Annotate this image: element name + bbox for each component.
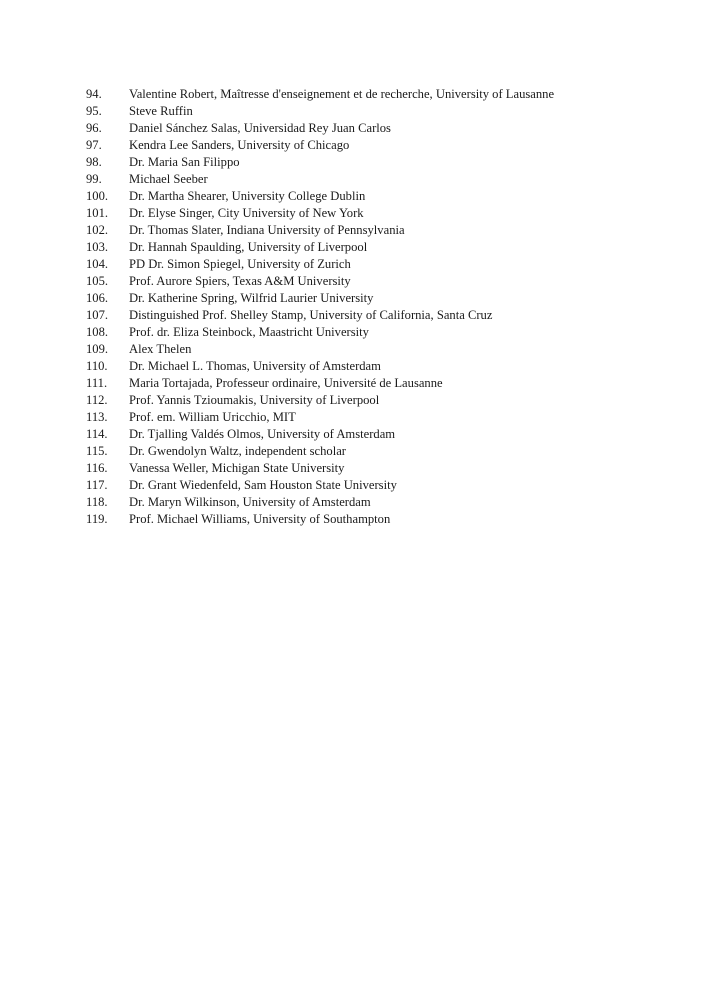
list-item-text: Dr. Elyse Singer, City University of New York: [129, 206, 364, 220]
list-item: [86, 171, 554, 188]
list-item-text: Dr. Tjalling Valdés Olmos, University of Amsterdam: [129, 427, 396, 441]
list-item-number: 112.: [86, 393, 108, 407]
list-item-number: 119.: [86, 512, 108, 526]
list-item: [86, 290, 554, 307]
list-item-number: 94.: [86, 87, 102, 101]
list-item: [86, 205, 554, 222]
list-item-number: 118.: [86, 495, 108, 509]
list-item-text: Dr. Michael L. Thomas, University of Amsterdam: [129, 359, 381, 373]
list-item-text: Michael Seeber: [129, 172, 208, 186]
list-item: [86, 222, 554, 239]
list-item-text: Dr. Maria San Filippo: [129, 155, 240, 169]
list-item-text: Dr. Gwendolyn Waltz, independent scholar: [129, 444, 346, 458]
list-item-text: Distinguished Prof. Shelley Stamp, University of California, Santa Cruz: [129, 308, 493, 322]
list-item: [86, 86, 554, 103]
list-item: [86, 307, 554, 324]
list-item-text: Prof. Aurore Spiers, Texas A&M University: [129, 274, 351, 288]
list-item: [86, 239, 554, 256]
list-item-text: Daniel Sánchez Salas, Universidad Rey Juan Carlos: [129, 121, 391, 135]
list-item-number: 107.: [86, 308, 109, 322]
list-item-text: Steve Ruffin: [129, 104, 193, 118]
signatory-list: [86, 86, 554, 528]
list-item-text: Dr. Maryn Wilkinson, University of Amsterdam: [129, 495, 371, 509]
list-item-number: 110.: [86, 359, 108, 373]
list-item-number: 117.: [86, 478, 108, 492]
list-item: [86, 392, 554, 409]
list-item-text: Alex Thelen: [129, 342, 192, 356]
list-item: [86, 511, 554, 528]
list-item-text: Dr. Katherine Spring, Wilfrid Laurier University: [129, 291, 374, 305]
list-item-text: Kendra Lee Sanders, University of Chicago: [129, 138, 350, 152]
list-item: [86, 120, 554, 137]
list-item: [86, 477, 554, 494]
list-item: [86, 426, 554, 443]
list-item-number: 95.: [86, 104, 102, 118]
list-item: [86, 103, 554, 120]
list-item: [86, 154, 554, 171]
list-item-number: 105.: [86, 274, 109, 288]
list-item-text: Prof. em. William Uricchio, MIT: [129, 410, 296, 424]
list-item: [86, 375, 554, 392]
list-item-text: Vanessa Weller, Michigan State University: [129, 461, 345, 475]
list-item: [86, 273, 554, 290]
list-item-number: 99.: [86, 172, 102, 186]
list-item: [86, 324, 554, 341]
list-item: [86, 341, 554, 358]
list-item-text: Prof. Yannis Tzioumakis, University of Liverpool: [129, 393, 380, 407]
list-item-number: 108.: [86, 325, 109, 339]
list-item-number: 98.: [86, 155, 102, 169]
list-item: [86, 256, 554, 273]
list-item-number: 114.: [86, 427, 108, 441]
list-item: [86, 409, 554, 426]
list-item: [86, 443, 554, 460]
list-item-text: Prof. dr. Eliza Steinbock, Maastricht University: [129, 325, 369, 339]
list-item-number: 116.: [86, 461, 108, 475]
list-item: [86, 460, 554, 477]
list-item: [86, 188, 554, 205]
list-item-number: 102.: [86, 223, 109, 237]
list-item-text: Dr. Thomas Slater, Indiana University of Pennsylvania: [129, 223, 405, 237]
list-item-number: 115.: [86, 444, 108, 458]
list-item-text: Valentine Robert, Maîtresse d'enseignement et de recherche, University of Lausanne: [129, 87, 555, 101]
list-item-number: 96.: [86, 121, 102, 135]
list-item-number: 101.: [86, 206, 109, 220]
list-item-number: 111.: [86, 376, 108, 390]
list-item-text: Dr. Grant Wiedenfeld, Sam Houston State University: [129, 478, 397, 492]
list-item-text: Dr. Martha Shearer, University College Dublin: [129, 189, 366, 203]
list-item-number: 113.: [86, 410, 108, 424]
list-item-text: Dr. Hannah Spaulding, University of Liverpool: [129, 240, 368, 254]
list-item-text: Maria Tortajada, Professeur ordinaire, Université de Lausanne: [129, 376, 443, 390]
list-item-number: 103.: [86, 240, 109, 254]
list-item: [86, 358, 554, 375]
list-item: [86, 137, 554, 154]
list-item-text: Prof. Michael Williams, University of Southampton: [129, 512, 391, 526]
list-item-number: 106.: [86, 291, 109, 305]
list-item-number: 97.: [86, 138, 102, 152]
list-item-number: 109.: [86, 342, 109, 356]
list-item-number: 104.: [86, 257, 109, 271]
list-item-number: 100.: [86, 189, 109, 203]
list-item-text: PD Dr. Simon Spiegel, University of Zurich: [129, 257, 351, 271]
list-item: [86, 494, 554, 511]
